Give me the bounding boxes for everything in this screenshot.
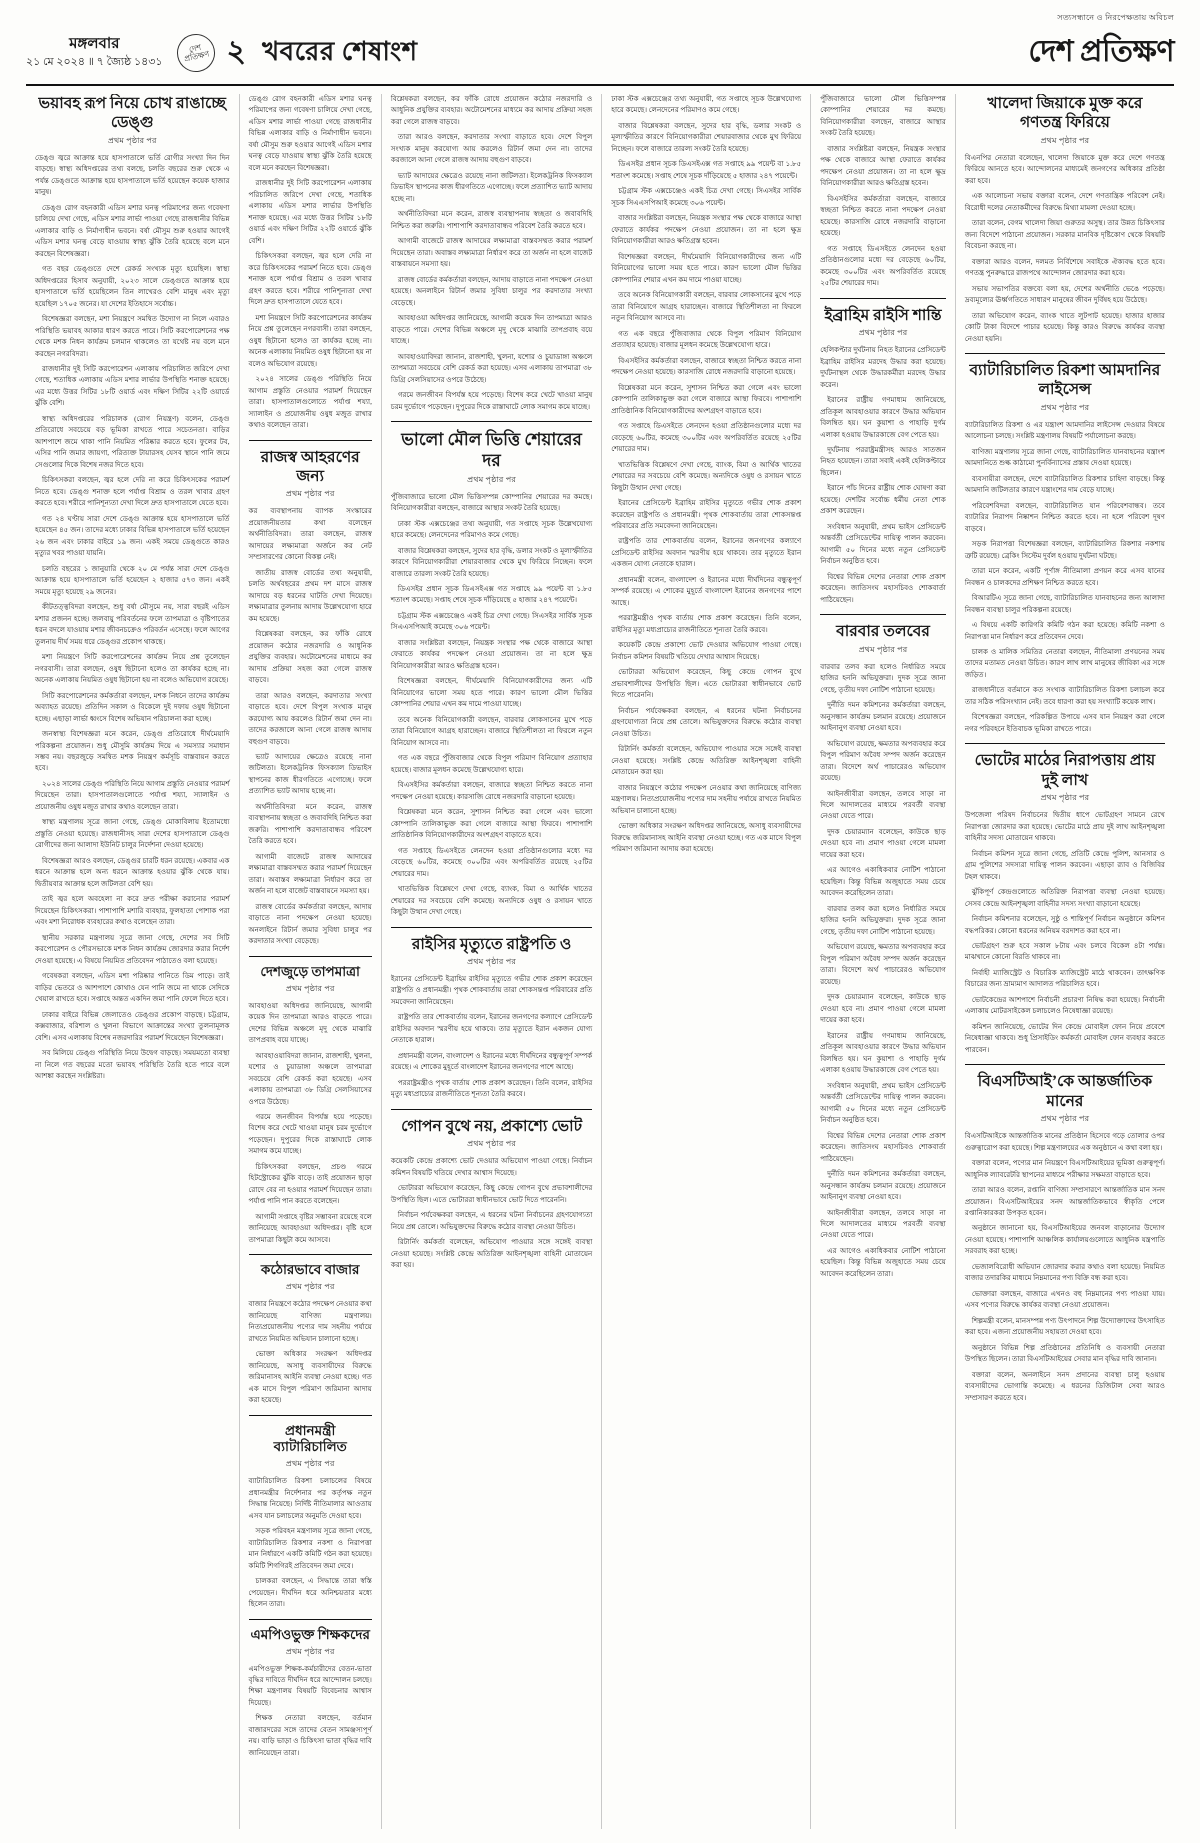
article-body (391, 1156, 592, 1271)
paragraph: রাজধানীর দুই সিটি করপোরেশন এলাকায় পরিচালিত জরিপে দেখা গেছে, শতাধিক এলাকায় এডিস মশার লার্ভার উপস্থিতি শনাক্ত হয়েছে। এর মধ্যে উত্তর সিটির ১৮টি ওয়ার্ড এবং দক্ষিণ সিটির ২২টি ওয়ার্ডে ঝুঁকি বেশি। (35, 364, 230, 408)
paragraph: শিল্পমন্ত্রী বলেন, মানসম্পন্ন পণ্য উৎপাদনে শিল্প উদ্যোক্তাদের উৎসাহিত করা হবে। এজন্য প্রয়োজনীয় সহায়তা দেওয়া হবে। (964, 1316, 1165, 1337)
article-body (249, 506, 372, 947)
paragraph: চালকরা বলছেন, এ সিদ্ধান্তে তারা স্বস্তি পেয়েছেন। দীর্ঘদিন ধরে অনিশ্চয়তার মধ্যে ছিলেন তারা। (248, 1577, 372, 1609)
article-byline: প্রথম পৃষ্ঠার পর (285, 1646, 335, 1656)
article-repeated-summon (820, 622, 946, 1280)
article-headline: ভোটের মাঠের নিরাপত্তায় প্রায় দুই লাখ (974, 752, 1156, 789)
paragraph: সড়ক নিরাপত্তা বিশেষজ্ঞরা বলছেন, ব্যাটারিচালিত রিকশার নকশায় ত্রুটি রয়েছে। ব্রেকিং সিস্টেম দুর্বল হওয়ায় দুর্ঘটনা ঘটছে। (964, 540, 1165, 560)
article-headline: ইব্রাহিম রাইসি শান্তি (824, 306, 942, 324)
divider (820, 614, 946, 615)
article-body (965, 153, 1165, 345)
paragraph: অনুষ্ঠানে বিভিন্ন শিল্প প্রতিষ্ঠানের প্রতিনিধি ও ব্যবসায়ী নেতারা উপস্থিত ছিলেন। তারা বিএসটিআইয়ের সেবার মান বৃদ্ধির দাবি জানান। (964, 1343, 1165, 1364)
publication-date (26, 34, 169, 70)
paragraph: বাজার সংশ্লিষ্টরা বলছেন, নিয়ন্ত্রক সংস্থার পক্ষ থেকে বাজারে আস্থা ফেরাতে কার্যকর পদক্ষেপ নেওয়া প্রয়োজন। তা না হলে ক্ষুদ্র বিনিয়োগকারীরা আরও ক্ষতিগ্রস্ত হবেন। (820, 144, 946, 188)
paragraph: ভোটকেন্দ্রের আশপাশে নির্বাচনী প্রচারণা নিষিদ্ধ করা হয়েছে। নির্বাচনী এলাকায় মোটরসাইকেল চলাচলেও নিষেধাজ্ঞা রয়েছে। (964, 995, 1165, 1016)
section-title: খবরের শেষাংশ (262, 36, 418, 66)
article-secret-vote (391, 1117, 592, 1272)
paragraph: রাজস্ব বোর্ডের কর্মকর্তারা বলছেন, আদায় বাড়াতে নানা পদক্ষেপ নেওয়া হয়েছে। অনলাইনে রিটার্ন জমার সুবিধা চালুর পর করদাতার সংখ্যা বেড়েছে। (390, 275, 593, 307)
paragraph: বারবার তলব করা হলেও নির্ধারিত সময়ে হাজির হননি অভিযুক্তরা। দুদক সূত্রে জানা গেছে, তৃতীয় দফা নোটিশ পাঠানো হয়েছে। (820, 904, 946, 936)
paragraph: অর্থনীতিবিদরা মনে করেন, রাজস্ব ব্যবস্থাপনায় স্বচ্ছতা ও জবাবদিহি নিশ্চিত করা জরুরি। পাশাপাশি করদাতাবান্ধব পরিবেশ তৈরি করতে হবে। (390, 210, 593, 230)
paragraph: ডিএসইর প্রধান সূচক ডিএসইএক্স গত সপ্তাহে ৯৯ পয়েন্ট বা ১.৮৫ শতাংশ কমেছে। সপ্তাহ শেষে সূচক দাঁড়িয়েছে ৫ হাজার ২৪৭ পয়েন্টে। (390, 585, 593, 605)
article-share-continued (611, 94, 801, 856)
column-3 (382, 94, 602, 1829)
paragraph: শিক্ষক নেতারা বলছেন, বর্তমান বাজারদরের সঙ্গে তাদের বেতন সামঞ্জস্যপূর্ণ নয়। বাড়ি ভাড়া ও চিকিৎসা ভাতা বৃদ্ধির দাবি জানিয়েছেন তারা। (248, 1714, 372, 1757)
paragraph: চিকিৎসকরা বলছেন, জ্বর হলে দেরি না করে চিকিৎসকের পরামর্শ নিতে হবে। ডেঙ্গু শনাক্ত হলে পর্যাপ্ত বিশ্রাম ও তরল খাবার গ্রহণ করতে হবে। শরীরে পানিশূন্যতা দেখা দিলে দ্রুত হাসপাতালে যেতে হবে। (248, 252, 372, 307)
masthead (26, 13, 1174, 86)
paragraph: রিটার্নিং কর্মকর্তা বলেছেন, অভিযোগ পাওয়ার সঙ্গে সঙ্গেই ব্যবস্থা নেওয়া হয়েছে। সংশ্লিষ্ট কেন্দ্রে অতিরিক্ত আইনশৃঙ্খলা বাহিনী মোতায়েন করা হয়। (390, 1238, 593, 1270)
paragraph: ভোক্তা অধিকার সংরক্ষণ অধিদপ্তর জানিয়েছে, অসাধু ব্যবসায়ীদের বিরুদ্ধে জরিমানাসহ আইনি ব্যবস্থা নেওয়া হচ্ছে। গত এক মাসে বিপুল পরিমাণ জরিমানা আদায় করা হয়েছে। (248, 1350, 372, 1405)
paragraph: ডেঙ্গু রোগ বহনকারী এডিস মশার ঘনত্ব পরিমাপের জন্য গবেষণা চালিয়ে দেখা গেছে, এডিস মশার লার্ভা পাওয়া গেছে রাজধানীর বিভিন্ন এলাকার বাড়ি ও নির্মাণাধীন ভবনে। বর্ষা মৌসুম শুরু হওয়ার আগেই এডিস মশার ঘনত্ব বেড়ে যাওয়ায় স্বাস্থ্য ঝুঁকি তৈরি হয়েছে বলে মনে করছেন বিশেষজ্ঞরা। (35, 203, 230, 258)
article-byline: প্রথম পৃষ্ঠার পর (1040, 793, 1090, 803)
paragraph: অর্থনীতিবিদরা মনে করেন, রাজস্ব ব্যবস্থাপনায় স্বচ্ছতা ও জবাবদিহি নিশ্চিত করা জরুরি। পাশাপাশি করদাতাবান্ধব পরিবেশ তৈরি করতে হবে। (248, 802, 372, 846)
article-byline: প্রথম পৃষ্ঠার পর (1040, 1114, 1090, 1124)
paragraph: স্থানীয় সরকার মন্ত্রণালয় সূত্রে জানা গেছে, দেশের সব সিটি করপোরেশন ও পৌরসভাকে মশক নিধন কার্যক্রম জোরদার করার নির্দেশ দেওয়া হয়েছে। এ বিষয়ে নিয়মিত প্রতিবেদন পাঠাতেও বলা হয়েছে। (35, 933, 230, 965)
paragraph: চট্টগ্রাম স্টক এক্সচেঞ্জেও একই চিত্র দেখা গেছে। সিএসইর সার্বিক সূচক সিএএসপিআই কমেছে ৩০৬ পয়েন্ট। (611, 187, 802, 207)
paragraph: বিশ্বের বিভিন্ন দেশের নেতারা শোক প্রকাশ করেছেন। জাতিসংঘ মহাসচিবও শোকবার্তা পাঠিয়েছেন। (820, 1131, 946, 1163)
article-raisi (391, 935, 592, 1101)
paragraph: সব মিলিয়ে ডেঙ্গু পরিস্থিতি নিয়ে উদ্বেগ বাড়ছে। সময়মতো ব্যবস্থা না নিলে গত বছরের মতো ভয়াবহ পরিস্থিতি তৈরি হতে পারে বলে আশঙ্কা করছেন সংশ্লিষ্টরা। (35, 1049, 230, 1081)
column-1 (26, 94, 240, 1829)
paragraph: নির্বাচন কমিশন সূত্রে জানা গেছে, প্রতিটি কেন্দ্রে পুলিশ, আনসার ও গ্রাম পুলিশের সদস্যরা দায়িত্ব পালন করবেন। এছাড়া র‍্যাব ও বিজিবির টহল থাকবে। (964, 849, 1165, 881)
paragraph: আইনজীবীরা বলছেন, তলবে সাড়া না দিলে আদালতের মাধ্যমে পরবর্তী ব্যবস্থা নেওয়া যেতে পারে। (820, 789, 946, 821)
paragraph: গরমে জনজীবন বিপর্যস্ত হয়ে পড়েছে। বিশেষ করে খেটে খাওয়া মানুষ চরম দুর্ভোগে পড়েছেন। দুপুরের দিকে রাস্তাঘাটে লোক সমাগম কমে যাচ্ছে। (390, 391, 593, 411)
paragraph: খাতভিত্তিক বিশ্লেষণে দেখা গেছে, ব্যাংক, বিমা ও আর্থিক খাতের শেয়ারের দর সবচেয়ে বেশি কমেছে। অন্যদিকে ওষুধ ও রসায়ন খাতে কিছুটা উত্থান দেখা গেছে। (390, 885, 593, 917)
paragraph: বিশ্লেষকরা বলছেন, কর ফাঁকি রোধে প্রয়োজন কঠোর নজরদারি ও আধুনিক প্রযুক্তির ব্যবহার। অটোমেশনের মাধ্যমে কর আদায় প্রক্রিয়া সহজ করা গেলে রাজস্ব বাড়বে। (390, 95, 593, 126)
article-market (249, 1262, 372, 1406)
paragraph: সংবিধান অনুযায়ী, প্রথম ভাইস প্রেসিডেন্ট অন্তর্বর্তী প্রেসিডেন্টের দায়িত্ব পালন করবেন। আগামী ৫০ দিনের মধ্যে নতুন প্রেসিডেন্ট নির্বাচন অনুষ্ঠিত হবে। (820, 522, 946, 566)
paragraph: প্রধানমন্ত্রী বলেন, বাংলাদেশ ও ইরানের মধ্যে দীর্ঘদিনের বন্ধুত্বপূর্ণ সম্পর্ক রয়েছে। এ শোকের মুহূর্তে বাংলাদেশ ইরানের জনগণের পাশে আছে। (390, 1051, 593, 1072)
paragraph: তবে অনেক বিনিয়োগকারী বলছেন, বারবার লোকসানের মুখে পড়ে তারা বিনিয়োগে আগ্রহ হারাচ্ছেন। বাজারে স্থিতিশীলতা না ফিরলে নতুন বিনিয়োগ আসবে না। (611, 291, 802, 323)
paragraph: আবহাওয়াবিদরা জানান, রাজশাহী, খুলনা, যশোর ও চুয়াডাঙ্গা অঞ্চলে তাপমাত্রা সবচেয়ে বেশি রেকর্ড করা হয়েছে। এসব এলাকায় তাপমাত্রা ৩৮ ডিগ্রি সেলসিয়াসের ওপরে উঠেছে। (390, 352, 593, 384)
paragraph: আগামী সপ্তাহে বৃষ্টির সম্ভাবনা রয়েছে বলে জানিয়েছে আবহাওয়া অধিদপ্তর। বৃষ্টি হলে তাপমাত্রা কিছুটা কমে আসবে। (248, 1212, 372, 1244)
logo-kicker: সত্যসন্ধানে ও নিরপেক্ষতায় অবিচল (1057, 13, 1174, 22)
paragraph: জনস্বাস্থ্য বিশেষজ্ঞরা মনে করেন, ডেঙ্গু প্রতিরোধে দীর্ঘমেয়াদি পরিকল্পনা প্রয়োজন। শুধু মৌসুমি কার্যক্রম দিয়ে এ সমস্যার সমাধান সম্ভব নয়। বছরজুড়ে সমন্বিত মশক নিয়ন্ত্রণ কর্মসূচি বাস্তবায়ন করতে হবে। (35, 730, 230, 773)
paragraph: দুর্ঘটনায় পররাষ্ট্রমন্ত্রীসহ আরও সাতজন নিহত হয়েছেন। তারা সবাই একই হেলিকপ্টারে ছিলেন। (820, 446, 946, 477)
paragraph: দুর্নীতি দমন কমিশনের কর্মকর্তারা বলছেন, অনুসন্ধান কার্যক্রম চলমান রয়েছে। প্রয়োজনে আইনানুগ ব্যবস্থা নেওয়া হবে। (820, 701, 946, 733)
paragraph: আইনজীবীরা বলছেন, তলবে সাড়া না দিলে আদালতের মাধ্যমে পরবর্তী ব্যবস্থা নেওয়া যেতে পারে। (820, 1208, 946, 1240)
paragraph: তবে অনেক বিনিয়োগকারী বলছেন, বারবার লোকসানের মুখে পড়ে তারা বিনিয়োগে আগ্রহ হারাচ্ছেন। বাজারে স্থিতিশীলতা না ফিরলে নতুন বিনিয়োগ আসবে না। (390, 715, 593, 747)
article-byline: প্রথম পৃষ্ঠার পর (467, 474, 516, 484)
article-byline: প্রথম পৃষ্ঠার পর (285, 983, 335, 993)
paragraph: ভোটাররা অভিযোগ করেছেন, কিছু কেন্দ্রে গোপন বুথে প্রভাবশালীদের উপস্থিতি ছিল। এতে ভোটাররা স্বাধীনভাবে ভোট দিতে পারেননি। (611, 668, 802, 700)
paragraph: গত সপ্তাহে ডিএসইতে লেনদেন হওয়া প্রতিষ্ঠানগুলোর মধ্যে দর বেড়েছে ৬০টির, কমেছে ৩০০টির এবং অপরিবর্তিত রয়েছে ২৫টির শেয়ারের দাম। (820, 244, 946, 288)
masthead-right (1028, 12, 1174, 78)
paragraph: তারা আরও বলেন, রপ্তানি বাণিজ্য সম্প্রসারণে আন্তর্জাতিক মান সনদ প্রয়োজন। বিএসটিআইয়ের সনদ আন্তর্জাতিকভাবে স্বীকৃতি পেলে রপ্তানিকারকরা উপকৃত হবেন। (964, 1186, 1165, 1217)
article-body (391, 492, 592, 919)
article-body (249, 1299, 372, 1406)
paragraph: বক্তারা বলেন, অনলাইনে সনদ প্রদানের ব্যবস্থা চালু হওয়ায় ব্যবসায়ীদের ভোগান্তি কমেছে। এ ধরনের ডিজিটাল সেবা আরও সম্প্রসারণ করতে হবে। (964, 1370, 1165, 1402)
newspaper-logo: দেশ প্রতিক্ষণ (1028, 35, 1174, 68)
divider (391, 421, 592, 422)
divider (249, 1619, 372, 1620)
paragraph: জাতীয় রাজস্ব বোর্ডের তথ্য অনুযায়ী, চলতি অর্থবছরের প্রথম দশ মাসে রাজস্ব আদায়ে বড় ধরনের ঘাটতি দেখা দিয়েছে। লক্ষ্যমাত্রার তুলনায় আদায় উল্লেখযোগ্য হারে কম হয়েছে। (248, 568, 372, 623)
article-byline: প্রথম পৃষ্ঠার পর (467, 956, 516, 966)
paragraph: ঢাকার বাইরে বিভিন্ন জেলাতেও ডেঙ্গুর প্রকোপ বাড়ছে। চট্টগ্রাম, কক্সবাজার, বরিশাল ও খুলনা বিভাগে আক্রান্তের সংখ্যা তুলনামূলক বেশি। এসব এলাকায় বিশেষ নজরদারির পরামর্শ দিয়েছেন বিশেষজ্ঞরা। (35, 1010, 230, 1042)
article-headline: খালেদা জিয়াকে মুক্ত করে গণতন্ত্র ফিরিয়ে (987, 95, 1143, 132)
paragraph: বক্তারা আরও বলেন, দলমত নির্বিশেষে সবাইকে ঐক্যবদ্ধ হতে হবে। গণতন্ত্র পুনরুদ্ধারে রাজপথে আন্দোলন জোরদার করা হবে। (964, 257, 1165, 278)
paragraph: ভোক্তারা বলছেন, বাজারে এখনও বহু নিম্নমানের পণ্য পাওয়া যায়। এসব পণ্যের বিরুদ্ধে কার্যকর ব্যবস্থা নেওয়া প্রয়োজন। (964, 1289, 1165, 1310)
paragraph: ঢাকা স্টক এক্সচেঞ্জের তথ্য অনুযায়ী, গত সপ্তাহে সূচক উল্লেখযোগ্য হারে কমেছে। লেনদেনের পরিমাণও কমে গেছে। (390, 519, 593, 540)
paragraph: নির্বাহী ম্যাজিস্ট্রেট ও বিচারিক ম্যাজিস্ট্রেট মাঠে থাকবেন। তাৎক্ষণিক বিচারের জন্য ভ্রাম্যমাণ আদালত পরিচালিত হবে। (964, 968, 1165, 989)
paragraph: মশা নিয়ন্ত্রণে সিটি করপোরেশনের কার্যক্রম নিয়ে প্রশ্ন তুলেছেন নগরবাসী। তারা বলছেন, ওষুধ ছিটানো হলেও তা কার্যকর হচ্ছে না। অনেক এলাকায় নিয়মিত ওষুধ ছিটানো হয় না বলেও অভিযোগ রয়েছে। (35, 653, 230, 685)
article-headline: রাইসির মৃত্যুতে রাষ্ট্রপতি ও (411, 935, 572, 953)
article-ibrahim (820, 306, 946, 607)
paragraph: ডেঙ্গু জ্বরে আক্রান্ত হয়ে হাসপাতালে ভর্তি রোগীর সংখ্যা দিন দিন বাড়ছে। স্বাস্থ্য অধিদপ্তরের তথ্য বলছে, চলতি বছরের শুরু থেকে এ পর্যন্ত ডেঙ্গুতে আক্রান্ত হয়ে হাসপাতালে ভর্তি হয়েছেন কয়েক হাজার মানুষ। (35, 153, 230, 197)
paragraph: কর ব্যবস্থাপনায় ব্যাপক সংস্কারের প্রয়োজনীয়তার কথা বলেছেন অর্থনীতিবিদরা। তারা বলছেন, রাজস্ব আদায়ের লক্ষ্যমাত্রা অর্জনে কর নেট সম্প্রসারণের কোনো বিকল্প নেই। (248, 507, 372, 562)
paragraph: চলতি বছরের ১ জানুয়ারি থেকে ২০ মে পর্যন্ত সারা দেশে ডেঙ্গু আক্রান্ত হয়ে হাসপাতালে ভর্তি হয়েছেন ২ হাজার ৫৭৩ জন। একই সময়ে মৃত্যু হয়েছে ২৯ জনের। (35, 564, 230, 596)
paragraph: ভেজালবিরোধী অভিযান জোরদার করার কথাও বলা হয়েছে। নিয়মিত বাজার তদারকির মাধ্যমে নিম্নমানের পণ্য বিক্রি বন্ধ করা হবে। (964, 1262, 1165, 1283)
article-body (820, 662, 946, 1281)
paragraph: ইরানে পাঁচ দিনের রাষ্ট্রীয় শোক ঘোষণা করা হয়েছে। দেশটির সর্বোচ্চ ধর্মীয় নেতা শোক প্রকাশ করেছেন। (820, 484, 946, 516)
divider (820, 298, 946, 299)
paragraph: তারা মনে করেন, একটি পূর্ণাঙ্গ নীতিমালা প্রণয়ন করে এসব যানের নিবন্ধন ও চালকদের প্রশিক্ষণ নিশ্চিত করতে হবে। (964, 567, 1165, 587)
article-share (391, 429, 592, 918)
article-headline: দেশজুড়ে তাপমাত্রা (260, 963, 360, 979)
paragraph: তারা আরও বলছেন, করদাতার সংখ্যা বাড়াতে হবে। দেশে বিপুল সংখ্যক মানুষ করযোগ্য আয় করলেও রিটার্ন জমা দেন না। তাদের করজালে আনা গেলে রাজস্ব আদায় বহুগুণ বাড়বে। (390, 133, 593, 165)
paragraph: ইরানের রাষ্ট্রীয় গণমাধ্যম জানিয়েছে, প্রতিকূল আবহাওয়ার কারণে উদ্ধার অভিযান বিলম্বিত হয়। ঘন কুয়াশা ও পাহাড়ি দুর্গম এলাকা হওয়ায় উদ্ধারকাজে বেগ পেতে হয়। (820, 1031, 946, 1075)
article-headline: ভালো মৌল ভিত্তি শেয়ারের দর (401, 430, 582, 471)
paragraph: চট্টগ্রাম স্টক এক্সচেঞ্জেও একই চিত্র দেখা গেছে। সিএসইর সার্বিক সূচক সিএএসপিআই কমেছে ৩০৬ পয়েন্ট। (390, 611, 593, 632)
paragraph: ভোটগ্রহণ শুরু হবে সকাল ৮টায় এবং চলবে বিকেল ৪টা পর্যন্ত। মাঝখানে কোনো বিরতি থাকবে না। (964, 941, 1165, 962)
article-byline: প্রথম পৃষ্ঠার পর (285, 1282, 335, 1292)
article-body (965, 420, 1165, 736)
paragraph: ডিএসইর প্রধান সূচক ডিএসইএক্স গত সপ্তাহে ৯৯ পয়েন্ট বা ১.৮৫ শতাংশ কমেছে। সপ্তাহ শেষে সূচক দাঁড়িয়েছে ৫ হাজার ২৪৭ পয়েন্টে। (611, 160, 802, 180)
article-rickshaw-license (965, 361, 1165, 735)
paragraph: ব্যাটারিচালিত রিকশা ও এর যন্ত্রাংশ আমদানির লাইসেন্স দেওয়ার বিষয়ে আলোচনা চলছে। সংশ্লিষ্ট মন্ত্রণালয় বিষয়টি পর্যালোচনা করছে। (964, 420, 1165, 441)
article-grid (26, 94, 1174, 1829)
article-bsti (965, 1072, 1165, 1404)
divider (391, 927, 592, 928)
paragraph: দুদক চেয়ারম্যান বলেছেন, কাউকে ছাড় দেওয়া হবে না। প্রমাণ পাওয়া গেলে মামলা দায়ের করা হবে। (820, 993, 946, 1025)
paragraph: অনুষ্ঠানে জানানো হয়, বিএসটিআইয়ের জনবল বাড়ানোর উদ্যোগ নেওয়া হয়েছে। পাশাপাশি আঞ্চলিক কার্যালয়গুলোতে আধুনিক যন্ত্রপাতি সরবরাহ করা হচ্ছে। (964, 1224, 1165, 1256)
divider (965, 743, 1165, 744)
article-byline: প্রথম পৃষ্ঠার পর (858, 328, 908, 338)
paragraph: ইরানের রাষ্ট্রীয় গণমাধ্যম জানিয়েছে, প্রতিকূল আবহাওয়ার কারণে উদ্ধার অভিযান বিলম্বিত হয়। ঘন কুয়াশা ও পাহাড়ি দুর্গম এলাকা হওয়ায় উদ্ধারকাজে বেগ পেতে হয়। (820, 396, 946, 439)
paragraph: পরিবেশবিদরা বলছেন, ব্যাটারিচালিত যান পরিবেশবান্ধব। তবে ব্যাটারির নিরাপদ নিষ্কাশন নিশ্চিত করতে হবে। না হলে পরিবেশ দূষণ বাড়বে। (964, 501, 1165, 533)
paragraph: গত সপ্তাহে ডিএসইতে লেনদেন হওয়া প্রতিষ্ঠানগুলোর মধ্যে দর বেড়েছে ৬০টির, কমেছে ৩০০টির এবং অপরিবর্তিত রয়েছে ২৫টির শেয়ারের দাম। (611, 422, 802, 454)
paragraph: বিএনপির নেতারা বলেছেন, খালেদা জিয়াকে মুক্ত করে দেশে গণতন্ত্র ফিরিয়ে আনতে হবে। আন্দোলনের মাধ্যমেই জনগণের অধিকার প্রতিষ্ঠা করা হবে। (964, 153, 1165, 185)
paragraph: চিকিৎসকরা বলছেন, প্রচণ্ড গরমে হিটস্ট্রোকের ঝুঁকি বাড়ে। তাই প্রয়োজন ছাড়া রোদে বের না হওয়ার পরামর্শ দিয়েছেন তারা। পর্যাপ্ত পানি পান করতে বলেছেন। (248, 1162, 372, 1206)
article-body (965, 1131, 1165, 1404)
divider (391, 1109, 592, 1110)
divider (249, 956, 372, 957)
paragraph: গরমে জনজীবন বিপর্যস্ত হয়ে পড়েছে। বিশেষ করে খেটে খাওয়া মানুষ চরম দুর্ভোগে পড়েছেন। দুপুরের দিকে রাস্তাঘাটে লোক সমাগম কমে যাচ্ছে। (248, 1112, 372, 1156)
paragraph: বিশ্লেষকরা মনে করেন, সুশাসন নিশ্চিত করা গেলে এবং ভালো কোম্পানি তালিকাভুক্ত করা গেলে বাজারে আস্থা ফিরবে। পাশাপাশি প্রাতিষ্ঠানিক বিনিয়োগকারীদের অংশগ্রহণ বাড়াতে হবে। (390, 808, 593, 840)
paragraph: বিএসইসির কর্মকর্তারা বলছেন, বাজারে স্বচ্ছতা নিশ্চিত করতে নানা পদক্ষেপ নেওয়া হয়েছে। কারসাজি রোধে নজরদারি বাড়ানো হয়েছে। (820, 194, 946, 238)
paragraph: গত এক বছরে পুঁজিবাজার থেকে বিপুল পরিমাণ বিনিয়োগ প্রত্যাহার হয়েছে। বাজার মূলধন কমেছে উল্লেখযোগ্য হারে। (611, 329, 802, 350)
article-headline: প্রধানমন্ত্রী ব্যাটারিচালিত (273, 1422, 347, 1455)
article-body (391, 974, 592, 1101)
article-byline: প্রথম পৃষ্ঠার পর (1040, 135, 1090, 145)
article-body (965, 810, 1165, 1056)
paragraph: সভায় সভাপতির বক্তব্যে বলা হয়, দেশের অর্থনীতি ভেঙে পড়েছে। দ্রব্যমূল্যের ঊর্ধ্বগতিতে সাধারণ মানুষের জীবন দুর্বিষহ হয়ে উঠেছে। (964, 284, 1165, 305)
article-headline: রাজস্ব আহরণের জন্য (260, 448, 360, 485)
paragraph: অভিযোগ রয়েছে, ক্ষমতার অপব্যবহার করে বিপুল পরিমাণ অবৈধ সম্পদ অর্জন করেছেন তারা। বিদেশে অর্থ পাচারেরও অভিযোগ রয়েছে। (820, 739, 946, 783)
paragraph: আবহাওয়াবিদরা জানান, রাজশাহী, খুলনা, যশোর ও চুয়াডাঙ্গা অঞ্চলে তাপমাত্রা সবচেয়ে বেশি রেকর্ড করা হয়েছে। এসব এলাকায় তাপমাত্রা ৩৮ ডিগ্রি সেলসিয়াসের ওপরে উঠেছে। (248, 1051, 372, 1106)
paragraph: তাই জ্বর হলে অবহেলা না করে দ্রুত পরীক্ষা করানোর পরামর্শ দিয়েছেন চিকিৎসকরা। পাশাপাশি মশারি ব্যবহার, ফুলহাতা পোশাক পরা এবং মশা নিরোধক ব্যবহারের কথাও বলেছেন তারা। (35, 895, 230, 927)
divider (965, 353, 1165, 354)
paragraph: ইরানের প্রেসিডেন্ট ইব্রাহিম রাইসির মৃত্যুতে গভীর শোক প্রকাশ করেছেন রাষ্ট্রপতি ও প্রধানমন্ত্রী। পৃথক শোকবার্তায় তারা শোকসন্তপ্ত পরিবারের প্রতি সমবেদনা জানিয়েছেন। (390, 974, 593, 1006)
article-voters (965, 751, 1165, 1056)
paragraph: বিশ্লেষকরা মনে করেন, সুশাসন নিশ্চিত করা গেলে এবং ভালো কোম্পানি তালিকাভুক্ত করা গেলে বাজারে আস্থা ফিরবে। পাশাপাশি প্রাতিষ্ঠানিক বিনিয়োগকারীদের অংশগ্রহণ বাড়াতে হবে। (611, 383, 802, 415)
paragraph: ইরানের প্রেসিডেন্ট ইব্রাহিম রাইসির মৃত্যুতে গভীর শোক প্রকাশ করেছেন রাষ্ট্রপতি ও প্রধানমন্ত্রী। পৃথক শোকবার্তায় তারা শোকসন্তপ্ত পরিবারের প্রতি সমবেদনা জানিয়েছেন। (611, 499, 802, 530)
paragraph: গবেষকরা বলছেন, এডিস মশা পরিষ্কার পানিতে ডিম পাড়ে। তাই বাড়ির ভেতরে ও আশপাশে কোথাও যেন পানি জমে না থাকে সেদিকে খেয়াল রাখতে হবে। সপ্তাহে অন্তত একদিন জমা পানি ফেলে দিতে হবে। (35, 972, 230, 1004)
paragraph: নির্বাচন কমিশনার বলেছেন, সুষ্ঠু ও শান্তিপূর্ণ নির্বাচন অনুষ্ঠানে কমিশন বদ্ধপরিকর। কোনো ধরনের অনিয়ম বরদাশত করা হবে না। (964, 915, 1165, 935)
article-byline: প্রথম পৃষ্ঠার পর (285, 489, 335, 499)
paragraph: বাজার নিয়ন্ত্রণে কঠোর পদক্ষেপ নেওয়ার কথা জানিয়েছে বাণিজ্য মন্ত্রণালয়। নিত্যপ্রয়োজনীয় পণ্যের দাম সহনীয় পর্যায়ে রাখতে নিয়মিত অভিযান চালানো হচ্ছে। (248, 1300, 372, 1343)
paragraph: তারা আরও বলছেন, করদাতার সংখ্যা বাড়াতে হবে। দেশে বিপুল সংখ্যক মানুষ করযোগ্য আয় করলেও রিটার্ন জমা দেন না। তাদের করজালে আনা গেলে রাজস্ব আদায় বহুগুণ বাড়বে। (248, 691, 372, 746)
article-byline: প্রথম পৃষ্ঠার পর (467, 1139, 516, 1149)
article-dengue-continued (249, 94, 372, 432)
article-khaleda (965, 94, 1165, 345)
paragraph: নির্বাচন পর্যবেক্ষকরা বলছেন, এ ধরনের ঘটনা নির্বাচনের গ্রহণযোগ্যতা নিয়ে প্রশ্ন তোলে। অভিযুক্তদের বিরুদ্ধে কঠোর ব্যবস্থা নেওয়া উচিত। (390, 1211, 593, 1231)
article-body (35, 153, 230, 1083)
article-byline: প্রথম পৃষ্ঠার পর (285, 1459, 335, 1469)
paragraph: ব্যবসায়ীরা বলছেন, দেশে ব্যাটারিচালিত রিকশার চাহিদা বাড়ছে। কিন্তু আমদানি জটিলতার কারণে যন্ত্রাংশের দাম বেড়ে যাচ্ছে। (964, 474, 1165, 495)
paragraph: কমিশন জানিয়েছে, ভোটের দিন কেন্দ্রে মোবাইল ফোন নিয়ে প্রবেশে নিষেধাজ্ঞা থাকবে। শুধু প্রিসাইডিং কর্মকর্তা মোবাইল ফোন ব্যবহার করতে পারবেন। (964, 1022, 1165, 1054)
paragraph: এ বিষয়ে একটি কারিগরি কমিটি গঠন করা হয়েছে। কমিটি নকশা ও নিরাপত্তা মান নির্ধারণ করে প্রতিবেদন দেবে। (964, 621, 1165, 641)
article-byline: প্রথম পৃষ্ঠার পর (858, 644, 908, 654)
paragraph: বিশ্লেষকরা বলছেন, কর ফাঁকি রোধে প্রয়োজন কঠোর নজরদারি ও আধুনিক প্রযুক্তির ব্যবহার। অটোমেশনের মাধ্যমে কর আদায় প্রক্রিয়া সহজ করা গেলে রাজস্ব বাড়বে। (248, 630, 372, 685)
paragraph: ভোটাররা অভিযোগ করেছেন, কিছু কেন্দ্রে গোপন বুথে প্রভাবশালীদের উপস্থিতি ছিল। এতে ভোটাররা স্বাধীনভাবে ভোট দিতে পারেননি। (390, 1184, 593, 1204)
paragraph: বিএসইসির কর্মকর্তারা বলছেন, বাজারে স্বচ্ছতা নিশ্চিত করতে নানা পদক্ষেপ নেওয়া হয়েছে। কারসাজি রোধে নজরদারি বাড়ানো হয়েছে। (611, 356, 802, 377)
paragraph: বিএসটিআইকে আন্তর্জাতিক মানের প্রতিষ্ঠান হিসেবে গড়ে তোলার ওপর গুরুত্বারোপ করা হয়েছে। শিল্প মন্ত্রণালয়ের এক অনুষ্ঠানে এ কথা বলা হয়। (964, 1132, 1165, 1152)
article-body (820, 345, 946, 606)
masthead-left (26, 27, 418, 78)
paragraph: বাজার সংশ্লিষ্টরা বলছেন, নিয়ন্ত্রক সংস্থার পক্ষ থেকে বাজারে আস্থা ফেরাতে কার্যকর পদক্ষেপ নেওয়া প্রয়োজন। তা না হলে ক্ষুদ্র বিনিয়োগকারীরা আরও ক্ষতিগ্রস্ত হবেন। (390, 638, 593, 670)
paragraph: দুদক চেয়ারম্যান বলেছেন, কাউকে ছাড় দেওয়া হবে না। প্রমাণ পাওয়া গেলে মামলা দায়ের করা হবে। (820, 827, 946, 859)
paragraph: গত বছর ডেঙ্গুতে দেশে রেকর্ড সংখ্যক মৃত্যু হয়েছিল। স্বাস্থ্য অধিদপ্তরের হিসাব অনুযায়ী, ২০২৩ সালে ডেঙ্গুতে আক্রান্ত হয়ে হাসপাতালে ভর্তি হয়েছিলেন তিন লাখেরও বেশি মানুষ এবং মৃত্যু হয়েছিল ১৭০৫ জনের। যা দেশের ইতিহাসে সর্বোচ্চ। (35, 265, 230, 308)
paragraph: বাজার নিয়ন্ত্রণে কঠোর পদক্ষেপ নেওয়ার কথা জানিয়েছে বাণিজ্য মন্ত্রণালয়। নিত্যপ্রয়োজনীয় পণ্যের দাম সহনীয় পর্যায়ে রাখতে নিয়মিত অভিযান চালানো হচ্ছে। (611, 783, 802, 815)
article-revenue-continued (391, 94, 592, 413)
paragraph: বিআরটিএ সূত্রে জানা গেছে, ব্যাটারিচালিত যানবাহনের জন্য আলাদা নিবন্ধন ব্যবস্থা চালুর পরিকল্পনা রয়েছে। (964, 594, 1165, 614)
paragraph: ঢাকা স্টক এক্সচেঞ্জের তথ্য অনুযায়ী, গত সপ্তাহে সূচক উল্লেখযোগ্য হারে কমেছে। লেনদেনের পরিমাণও কমে গেছে। (611, 95, 802, 115)
article-body (249, 1476, 372, 1610)
paragraph: অভিযোগ রয়েছে, ক্ষমতার অপব্যবহার করে বিপুল পরিমাণ অবৈধ সম্পদ অর্জন করেছেন তারা। বিদেশে অর্থ পাচারেরও অভিযোগ রয়েছে। (820, 943, 946, 986)
article-byline: প্রথম পৃষ্ঠার পর (1040, 402, 1090, 412)
paragraph: মশা নিয়ন্ত্রণে সিটি করপোরেশনের কার্যক্রম নিয়ে প্রশ্ন তুলেছেন নগরবাসী। তারা বলছেন, ওষুধ ছিটানো হলেও তা কার্যকর হচ্ছে না। অনেক এলাকায় নিয়মিত ওষুধ ছিটানো হয় না বলেও অভিযোগ রয়েছে। (248, 313, 372, 368)
paragraph: ডেঙ্গু রোগ বহনকারী এডিস মশার ঘনত্ব পরিমাপের জন্য গবেষণা চালিয়ে দেখা গেছে, এডিস মশার লার্ভা পাওয়া গেছে রাজধানীর বিভিন্ন এলাকার বাড়ি ও নির্মাণাধীন ভবনে। বর্ষা মৌসুম শুরু হওয়ার আগেই এডিস মশার ঘনত্ব বেড়ে যাওয়ায় স্বাস্থ্য ঝুঁকি তৈরি হয়েছে বলে মনে করছেন বিশেষজ্ঞরা। (248, 95, 372, 172)
paragraph: বারবার তলব করা হলেও নির্ধারিত সময়ে হাজির হননি অভিযুক্তরা। দুদক সূত্রে জানা গেছে, তৃতীয় দফা নোটিশ পাঠানো হয়েছে। (820, 662, 946, 694)
paragraph: আগামী বাজেটে রাজস্ব আদায়ের লক্ষ্যমাত্রা বাস্তবসম্মত করার পরামর্শ দিয়েছেন তারা। অবাস্তব লক্ষ্যমাত্রা নির্ধারণ করে তা অর্জন না হলে বাজেট বাস্তবায়নে সমস্যা হয়। (390, 237, 593, 269)
paragraph: ঝুঁকিপূর্ণ কেন্দ্রগুলোতে অতিরিক্ত নিরাপত্তা ব্যবস্থা নেওয়া হয়েছে। সেসব কেন্দ্রে আইনশৃঙ্খলা বাহিনীর সদস্য সংখ্যা বাড়ানো হয়েছে। (964, 888, 1165, 908)
paragraph: এক আলোচনা সভায় বক্তারা বলেন, দেশে গণতান্ত্রিক পরিবেশ নেই। বিরোধী দলের নেতাকর্মীদের বিরুদ্ধে মিথ্যা মামলা দেওয়া হচ্ছে। (964, 192, 1165, 212)
paragraph: স্বাস্থ্য মন্ত্রণালয় সূত্রে জানা গেছে, ডেঙ্গু মোকাবিলায় ইতোমধ্যে প্রস্তুতি নেওয়া হয়েছে। রাজধানীসহ সারা দেশের হাসপাতালে ডেঙ্গু রোগীদের জন্য আলাদা ইউনিট চালুর নির্দেশনা দেওয়া হয়েছে। (35, 818, 230, 850)
paragraph: সংবিধান অনুযায়ী, প্রথম ভাইস প্রেসিডেন্ট অন্তর্বর্তী প্রেসিডেন্টের দায়িত্ব পালন করবেন। আগামী ৫০ দিনের মধ্যে নতুন প্রেসিডেন্ট নির্বাচন অনুষ্ঠিত হবে। (820, 1081, 946, 1125)
paragraph: সড়ক পরিবহন মন্ত্রণালয় সূত্রে জানা গেছে, ব্যাটারিচালিত রিকশার নকশা ও নিরাপত্তা মান নির্ধারণে একটি কমিটি গঠন করা হয়েছে। কমিটি শিগগিরই প্রতিবেদন জমা দেবে। (248, 1527, 372, 1570)
article-dengue (35, 94, 230, 1083)
paragraph: ভ্যাট আদায়ের ক্ষেত্রেও রয়েছে নানা জটিলতা। ইলেকট্রনিক ফিসক্যাল ডিভাইস স্থাপনের কাজ ধীরগতিতে এগোচ্ছে। ফলে প্রত্যাশিত ভ্যাট আদায় হচ্ছে না। (390, 171, 593, 203)
paragraph: বিশেষজ্ঞরা বলছেন, পরিকল্পিত উপায়ে এসব যান নিয়ন্ত্রণ করা গেলে নগর পরিবহনে ইতিবাচক ভূমিকা রাখতে পারে। (964, 713, 1165, 733)
article-temperature (249, 964, 372, 1247)
paragraph: চালক ও মালিক সমিতির নেতারা বলছেন, নীতিমালা প্রণয়নের সময় তাদের মতামত নেওয়া উচিত। কারণ লাখ লাখ মানুষের জীবিকা এর সঙ্গে জড়িত। (964, 648, 1165, 679)
paragraph: কীটতত্ত্ববিদরা বলছেন, শুধু বর্ষা মৌসুমে নয়, সারা বছরই এডিস মশার প্রজনন হচ্ছে। জলবায়ু পরিবর্তনের ফলে তাপমাত্রা ও বৃষ্টিপাতের ধরন বদলে যাওয়ায় মশার জীবনচক্রেও পরিবর্তন এসেছে। ফলে আগের তুলনায় দীর্ঘ সময় ধরে ডেঙ্গুর প্রকোপ থাকছে। (35, 603, 230, 646)
paragraph: বিশেষজ্ঞরা বলছেন, মশা নিয়ন্ত্রণে সমন্বিত উদ্যোগ না নিলে এবারও পরিস্থিতি ভয়াবহ আকার ধারণ করতে পারে। সিটি করপোরেশনের পক্ষ থেকে মশক নিধন কার্যক্রম চলমান থাকলেও তা যথেষ্ট নয় বলে মনে করছেন নগরবিদরা। (35, 315, 230, 358)
article-mpo (249, 1627, 372, 1760)
paragraph: আগামী বাজেটে রাজস্ব আদায়ের লক্ষ্যমাত্রা বাস্তবসম্মত করার পরামর্শ দিয়েছেন তারা। অবাস্তব লক্ষ্যমাত্রা নির্ধারণ করে তা অর্জন না হলে বাজেট বাস্তবায়নে সমস্যা হয়। (248, 852, 372, 896)
paragraph: ভ্যাট আদায়ের ক্ষেত্রেও রয়েছে নানা জটিলতা। ইলেকট্রনিক ফিসক্যাল ডিভাইস স্থাপনের কাজ ধীরগতিতে এগোচ্ছে। ফলে প্রত্যাশিত ভ্যাট আদায় হচ্ছে না। (248, 753, 372, 796)
divider (249, 1254, 372, 1255)
article-headline: বারবার তলবের (836, 623, 930, 641)
paragraph: বিএসইসির কর্মকর্তারা বলছেন, বাজারে স্বচ্ছতা নিশ্চিত করতে নানা পদক্ষেপ নেওয়া হয়েছে। কারসাজি রোধে নজরদারি বাড়ানো হয়েছে। (390, 781, 593, 801)
paragraph: কয়েকটি কেন্দ্রে প্রকাশ্যে ভোট দেওয়ার অভিযোগ পাওয়া গেছে। নির্বাচন কমিশন বিষয়টি খতিয়ে দেখার আশ্বাস দিয়েছে। (390, 1157, 593, 1177)
paragraph: চিকিৎসকরা বলছেন, জ্বর হলে দেরি না করে চিকিৎসকের পরামর্শ নিতে হবে। ডেঙ্গু শনাক্ত হলে পর্যাপ্ত বিশ্রাম ও তরল খাবার গ্রহণ করতে হবে। শরীরে পানিশূন্যতা দেখা দিলে দ্রুত হাসপাতালে যেতে হবে। (35, 476, 230, 508)
paragraph: বিশ্বের বিভিন্ন দেশের নেতারা শোক প্রকাশ করেছেন। জাতিসংঘ মহাসচিবও শোকবার্তা পাঠিয়েছেন। (820, 572, 946, 604)
paragraph: বাজার বিশ্লেষকরা বলছেন, সুদের হার বৃদ্ধি, ডলার সংকট ও মূল্যস্ফীতির কারণে বিনিয়োগকারীরা শেয়ারবাজার থেকে মুখ ফিরিয়ে নিচ্ছেন। ফলে বাজারে তারল্য সংকট তৈরি হয়েছে। (390, 546, 593, 578)
paragraph: ২০২৪ সালের ডেঙ্গু পরিস্থিতি নিয়ে আগাম প্রস্তুতি নেওয়ার পরামর্শ দিয়েছেন তারা। হাসপাতালগুলোতে পর্যাপ্ত শয্যা, স্যালাইন ও প্রয়োজনীয় ওষুধ মজুত রাখার কথাও বলেছেন তারা। (35, 779, 230, 811)
paragraph: রাষ্ট্রপতি তার শোকবার্তায় বলেন, ইরানের জনগণের কল্যাণে প্রেসিডেন্ট রাইসির অবদান স্মরণীয় হয়ে থাকবে। তার মৃত্যুতে ইরান একজন যোগ্য নেতাকে হারাল। (390, 1013, 593, 1045)
paragraph: পুঁজিবাজারে ভালো মৌল ভিত্তিসম্পন্ন কোম্পানির শেয়ারের দর কমছে। বিনিয়োগকারীরা বলছেন, বাজারে আস্থার সংকট তৈরি হয়েছে। (820, 95, 946, 138)
paragraph: এর আগেও একাধিকবার নোটিশ পাঠানো হয়েছিল। কিন্তু বিভিন্ন অজুহাতে সময় চেয়ে আবেদন করেছিলেন তারা। (820, 1246, 946, 1278)
paragraph: আবহাওয়া অধিদপ্তর জানিয়েছে, আগামী কয়েক দিন তাপমাত্রা আরও বাড়তে পারে। দেশের বিভিন্ন অঞ্চলে মৃদু থেকে মাঝারি তাপপ্রবাহ বয়ে যাচ্ছে। (248, 1001, 372, 1045)
article-revenue (249, 448, 372, 948)
paragraph: বিশেষজ্ঞরা বলছেন, দীর্ঘমেয়াদি বিনিয়োগকারীদের জন্য এটি বিনিয়োগের ভালো সময় হতে পারে। কারণ ভালো মৌল ভিত্তির কোম্পানির শেয়ার এখন কম দামে পাওয়া যাচ্ছে। (390, 677, 593, 709)
paragraph: বিশেষজ্ঞরা আরও বলছেন, ডেঙ্গুর চারটি ধরন রয়েছে। একবার এক ধরনে আক্রান্ত হলে অন্য ধরনে আক্রান্ত হওয়ার ঝুঁকি থেকে যায়। দ্বিতীয়বার আক্রান্ত হলে জটিলতা বেশি হয়। (35, 856, 230, 888)
paragraph: স্বাস্থ্য অধিদপ্তরের পরিচালক (রোগ নিয়ন্ত্রণ) বলেন, ডেঙ্গু প্রতিরোধে সবচেয়ে বড় ভূমিকা রাখতে পারে সচেতনতা। বাড়ির আশপাশে জমে থাকা পানি নিয়মিত পরিষ্কার করতে হবে। ফুলের টব, এসির পানি জমার জায়গা, পরিত্যক্ত টায়ারসহ যেসব স্থানে পানি জমে সেগুলোর দিকে বিশেষ নজর দিতে হবে। (35, 414, 230, 469)
page-number: ২ (226, 35, 247, 68)
paragraph: তারা অভিযোগ করেন, ব্যাংক খাতে লুটপাট হয়েছে। হাজার হাজার কোটি টাকা বিদেশে পাচার হয়েছে। কিন্তু কারও বিরুদ্ধে কার্যকর ব্যবস্থা নেওয়া হয়নি। (964, 311, 1165, 343)
paragraph: এর আগেও একাধিকবার নোটিশ পাঠানো হয়েছিল। কিন্তু বিভিন্ন অজুহাতে সময় চেয়ে আবেদন করেছিলেন তারা। (820, 866, 946, 898)
date-line: ২১ মে ২০২৪ ॥ ৭ জ্যৈষ্ঠ ১৪৩১ (26, 56, 163, 69)
paragraph: রিটার্নিং কর্মকর্তা বলেছেন, অভিযোগ পাওয়ার সঙ্গে সঙ্গেই ব্যবস্থা নেওয়া হয়েছে। সংশ্লিষ্ট কেন্দ্রে অতিরিক্ত আইনশৃঙ্খলা বাহিনী মোতায়েন করা হয়। (611, 745, 802, 777)
paragraph: ভোক্তা অধিকার সংরক্ষণ অধিদপ্তর জানিয়েছে, অসাধু ব্যবসায়ীদের বিরুদ্ধে জরিমানাসহ আইনি ব্যবস্থা নেওয়া হচ্ছে। গত এক মাসে বিপুল পরিমাণ জরিমানা আদায় করা হয়েছে। (611, 822, 802, 854)
paragraph: গত সপ্তাহে ডিএসইতে লেনদেন হওয়া প্রতিষ্ঠানগুলোর মধ্যে দর বেড়েছে ৬০টির, কমেছে ৩০০টির এবং অপরিবর্তিত রয়েছে ২৫টির শেয়ারের দাম। (390, 846, 593, 878)
paragraph: রাজধানীতে বর্তমানে কত সংখ্যক ব্যাটারিচালিত রিকশা চলাচল করে তার সঠিক পরিসংখ্যান নেই। তবে ধারণা করা হয় সংখ্যাটি কয়েক লাখ। (964, 686, 1165, 706)
divider (965, 1064, 1165, 1065)
column-5 (811, 94, 956, 1829)
column-6 (956, 94, 1174, 1829)
paragraph: রাষ্ট্রপতি তার শোকবার্তায় বলেন, ইরানের জনগণের কল্যাণে প্রেসিডেন্ট রাইসির অবদান স্মরণীয় হয়ে থাকবে। তার মৃত্যুতে ইরান একজন যোগ্য নেতাকে হারাল। (611, 537, 802, 569)
paragraph: সিটি করপোরেশনের কর্মকর্তারা বলছেন, মশক নিধনে তাদের কার্যক্রম অব্যাহত রয়েছে। প্রতিদিন সকাল ও বিকেলে দুই দফায় ওষুধ ছিটানো হচ্ছে। এছাড়া লার্ভা ধ্বংসে বিশেষ অভিযান পরিচালনা করা হচ্ছে। (35, 691, 230, 723)
article-headline: গোপন বুথে নয়, প্রকাশ্যে ভোট (401, 1117, 583, 1135)
article-body (249, 1001, 372, 1247)
paragraph: পররাষ্ট্রমন্ত্রীও পৃথক বার্তায় শোক প্রকাশ করেছেন। তিনি বলেন, রাইসির মৃত্যু মধ্যপ্রাচ্যের রাজনীতিতে শূন্যতা তৈরি করবে। (390, 1078, 593, 1099)
article-share-tail (820, 94, 946, 290)
paragraph: উপজেলা পরিষদ নির্বাচনের দ্বিতীয় ধাপে ভোটগ্রহণ সামনে রেখে নিরাপত্তা জোরদার করা হয়েছে। ভোটের মাঠে প্রায় দুই লাখ আইনশৃঙ্খলা বাহিনীর সদস্য মোতায়েন থাকবে। (964, 811, 1165, 843)
article-byline: প্রথম পৃষ্ঠার পর (107, 135, 157, 145)
paragraph: বিশেষজ্ঞরা বলছেন, দীর্ঘমেয়াদি বিনিয়োগকারীদের জন্য এটি বিনিয়োগের ভালো সময় হতে পারে। কারণ ভালো মৌল ভিত্তির কোম্পানির শেয়ার এখন কম দামে পাওয়া যাচ্ছে। (611, 252, 802, 284)
seal-icon: দেশ প্রতিক্ষণ (173, 30, 218, 75)
divider (249, 1415, 372, 1416)
paragraph: খাতভিত্তিক বিশ্লেষণে দেখা গেছে, ব্যাংক, বিমা ও আর্থিক খাতের শেয়ারের দর সবচেয়ে বেশি কমেছে। অন্যদিকে ওষুধ ও রসায়ন খাতে কিছুটা উত্থান দেখা গেছে। (611, 460, 802, 492)
paragraph: ব্যাটারিচালিত রিকশা চলাচলের বিষয়ে প্রধানমন্ত্রীর নির্দেশনার পর কর্তৃপক্ষ নতুন সিদ্ধান্ত নিয়েছে। নির্দিষ্ট নীতিমালার আওতায় এসব যান চলাচলের অনুমতি দেওয়া হবে। (248, 1477, 372, 1520)
paragraph: আবহাওয়া অধিদপ্তর জানিয়েছে, আগামী কয়েক দিন তাপমাত্রা আরও বাড়তে পারে। দেশের বিভিন্ন অঞ্চলে মৃদু থেকে মাঝারি তাপপ্রবাহ বয়ে যাচ্ছে। (390, 314, 593, 346)
article-headline: ব্যাটারিচালিত রিকশা আমদানির লাইসেন্স (969, 362, 1161, 399)
paragraph: বাজার বিশ্লেষকরা বলছেন, সুদের হার বৃদ্ধি, ডলার সংকট ও মূল্যস্ফীতির কারণে বিনিয়োগকারীরা শেয়ারবাজার থেকে মুখ ফিরিয়ে নিচ্ছেন। ফলে বাজারে তারল্য সংকট তৈরি হয়েছে। (611, 121, 802, 153)
paragraph: পররাষ্ট্রমন্ত্রীও পৃথক বার্তায় শোক প্রকাশ করেছেন। তিনি বলেন, রাইসির মৃত্যু মধ্যপ্রাচ্যের রাজনীতিতে শূন্যতা তৈরি করবে। (611, 614, 802, 634)
paragraph: রাজধানীর দুই সিটি করপোরেশন এলাকায় পরিচালিত জরিপে দেখা গেছে, শতাধিক এলাকায় এডিস মশার লার্ভার উপস্থিতি শনাক্ত হয়েছে। এর মধ্যে উত্তর সিটির ১৮টি ওয়ার্ড এবং দক্ষিণ সিটির ২২টি ওয়ার্ডে ঝুঁকি বেশি। (248, 179, 372, 245)
paragraph: গত এক বছরে পুঁজিবাজার থেকে বিপুল পরিমাণ বিনিয়োগ প্রত্যাহার হয়েছে। বাজার মূলধন কমেছে উল্লেখযোগ্য হারে। (390, 754, 593, 774)
paragraph: দুর্নীতি দমন কমিশনের কর্মকর্তারা বলছেন, অনুসন্ধান কার্যক্রম চলমান রয়েছে। প্রয়োজনে আইনানুগ ব্যবস্থা নেওয়া হবে। (820, 1170, 946, 1202)
paragraph: এমপিওভুক্ত শিক্ষক-কর্মচারীদের বেতন-ভাতা বৃদ্ধির দাবিতে দীর্ঘদিন ধরে আন্দোলন চলছে। শিক্ষা মন্ত্রণালয় বিষয়টি বিবেচনার আশ্বাস দিয়েছে। (248, 1664, 372, 1707)
paragraph: তারা বলেন, বেগম খালেদা জিয়া গুরুতর অসুস্থ। তার উন্নত চিকিৎসার জন্য বিদেশে পাঠানো প্রয়োজন। সরকার মানবিক দৃষ্টিকোণ থেকে বিষয়টি বিবেচনা করছে না। (964, 219, 1165, 251)
paragraph: নির্বাচন পর্যবেক্ষকরা বলছেন, এ ধরনের ঘটনা নির্বাচনের গ্রহণযোগ্যতা নিয়ে প্রশ্ন তোলে। অভিযুক্তদের বিরুদ্ধে কঠোর ব্যবস্থা নেওয়া উচিত। (611, 706, 802, 738)
paragraph: বাণিজ্য মন্ত্রণালয় সূত্রে জানা গেছে, ব্যাটারিচালিত যানবাহনের যন্ত্রাংশ আমদানিতে শুল্ক কাঠামো পুনর্বিন্যাসের প্রস্তাব দেওয়া হয়েছে। (964, 447, 1165, 468)
article-headline: ভয়াবহ রূপ নিয়ে চোখ রাঙাচ্ছে ডেঙ্গু (38, 95, 226, 132)
column-2 (240, 94, 382, 1829)
column-4 (602, 94, 811, 1829)
article-headline: এমপিওভুক্ত শিক্ষকদের (250, 1626, 370, 1642)
article-headline: কঠোরভাবে বাজার (260, 1262, 360, 1278)
paragraph: কয়েকটি কেন্দ্রে প্রকাশ্যে ভোট দেওয়ার অভিযোগ পাওয়া গেছে। নির্বাচন কমিশন বিষয়টি খতিয়ে দেখার আশ্বাস দিয়েছে। (611, 641, 802, 661)
paragraph: পুঁজিবাজারে ভালো মৌল ভিত্তিসম্পন্ন কোম্পানির শেয়ারের দর কমছে। বিনিয়োগকারীরা বলছেন, বাজারে আস্থার সংকট তৈরি হয়েছে। (390, 492, 593, 513)
paragraph: রাজস্ব বোর্ডের কর্মকর্তারা বলছেন, আদায় বাড়াতে নানা পদক্ষেপ নেওয়া হয়েছে। অনলাইনে রিটার্ন জমার সুবিধা চালুর পর করদাতার সংখ্যা বেড়েছে। (248, 902, 372, 946)
article-headline: বিএসটিআই’কে আন্তর্জাতিক মানের (977, 1073, 1153, 1110)
divider (249, 440, 372, 441)
article-body (249, 1664, 372, 1760)
paragraph: ২০২৪ সালের ডেঙ্গু পরিস্থিতি নিয়ে আগাম প্রস্তুতি নেওয়ার পরামর্শ দিয়েছেন তারা। হাসপাতালগুলোতে পর্যাপ্ত শয্যা, স্যালাইন ও প্রয়োজনীয় ওষুধ মজুত রাখার কথাও বলেছেন তারা। (248, 375, 372, 430)
paragraph: হেলিকপ্টার দুর্ঘটনায় নিহত ইরানের প্রেসিডেন্ট ইব্রাহিম রাইসির মরদেহ উদ্ধার করা হয়েছে। দুর্ঘটনাস্থল থেকে উদ্ধারকর্মীরা মরদেহ উদ্ধার করেন। (820, 346, 946, 389)
paragraph: প্রধানমন্ত্রী বলেন, বাংলাদেশ ও ইরানের মধ্যে দীর্ঘদিনের বন্ধুত্বপূর্ণ সম্পর্ক রয়েছে। এ শোকের মুহূর্তে বাংলাদেশ ইরানের জনগণের পাশে আছে। (611, 575, 802, 607)
weekday-label: মঙ্গলবার (69, 36, 120, 53)
paragraph: বাজার সংশ্লিষ্টরা বলছেন, নিয়ন্ত্রক সংস্থার পক্ষ থেকে বাজারে আস্থা ফেরাতে কার্যকর পদক্ষেপ নেওয়া প্রয়োজন। তা না হলে ক্ষুদ্র বিনিয়োগকারীরা আরও ক্ষতিগ্রস্ত হবেন। (611, 214, 802, 246)
paragraph: বক্তারা বলেন, পণ্যের মান নিয়ন্ত্রণে বিএসটিআইয়ের ভূমিকা গুরুত্বপূর্ণ। আধুনিক ল্যাবরেটরি স্থাপনের মাধ্যমে পরীক্ষার সক্ষমতা বাড়াতে হবে। (964, 1159, 1165, 1179)
paragraph: গত ২৪ ঘণ্টায় সারা দেশে ডেঙ্গু আক্রান্ত হয়ে হাসপাতালে ভর্তি হয়েছেন ৪৫ জন। তাদের মধ্যে ঢাকার বিভিন্ন হাসপাতালে ভর্তি হয়েছেন ২৬ জন এবং ঢাকার বাইরে ১৯ জন। একই সময়ে ডেঙ্গুতে কারও মৃত্যুর খবর পাওয়া যায়নি। (35, 514, 230, 558)
article-pm (249, 1423, 372, 1611)
